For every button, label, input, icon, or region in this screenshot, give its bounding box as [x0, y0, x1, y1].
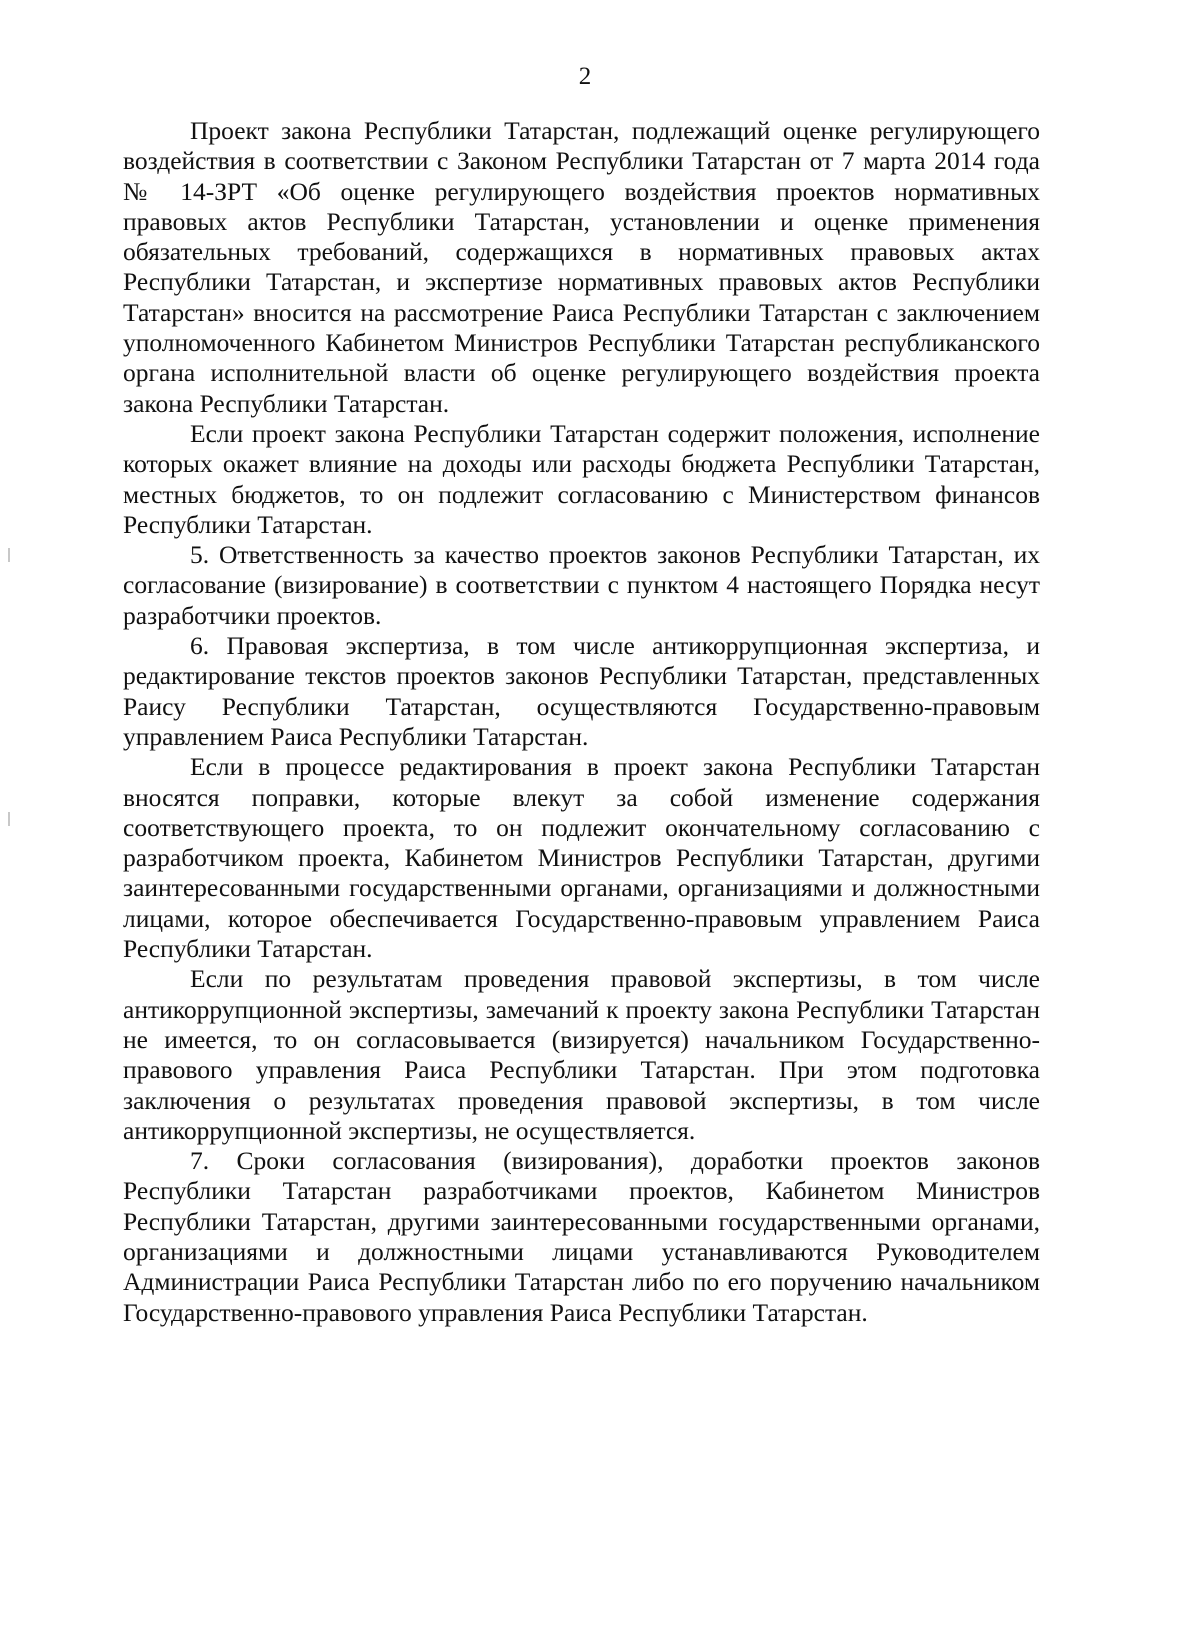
paragraph-item-6: 6. Правовая экспертиза, в том числе антикоррупционная экспертиза, и редактирование текстов проектов законов Республики Татарстан, представленных Раису Республики Татарстан, осуществляются Государственно-правовым управлением Раиса Республики Татарстан. [123, 631, 1040, 751]
scan-edge-mark [8, 548, 10, 562]
document-body [123, 116, 1040, 1328]
paragraph-budget-approval: Если проект закона Республики Татарстан содержит положения, исполнение которых окажет влияние на доходы или расходы бюджета Республики Татарстан, местных бюджетов, то он подлежит согласованию с Министерством финансов Республики Татарстан. [123, 418, 1040, 539]
paragraph-item-7: 7. Сроки согласования (визирования), доработки проектов законов Республики Татарстан разработчиками проектов, Кабинетом Министров Республики Татарстан, другими заинтересованными государственными органами, организациями и должностными лицами устанавливаются Руководителем Администрации Раиса Республики Татарстан либо по его поручению начальником Государственно-правового управления Раиса Республики Татарстан. [123, 1146, 1040, 1327]
scan-edge-mark [8, 812, 10, 826]
paragraph-item-5: 5. Ответственность за качество проектов законов Республики Татарстан, их согласование (визирование) в соответствии с пунктом 4 настоящего Порядка несут разработчики проектов. [123, 540, 1040, 630]
paragraph-regulatory-impact: Проект закона Республики Татарстан, подлежащий оценке регулирующего воздействия в соответствии с Законом Республики Татарстан от 7 марта 2014 года № 14-ЗРТ «Об оценке регулирующего воздействия проектов нормативных правовых актов Республики Татарстан, установлении и оценке применения обязательных требований, содержащихся в нормативных правовых актах Республики Татарстан, и экспертизе нормативных правовых актов Республики Татарстан» вносится на рассмотрение Раиса Республики Татарстан с заключением уполномоченного Кабинетом Министров Республики Татарстан республиканского органа исполнительной власти об оценке регулирующего воздействия проекта закона Республики Татарстан. [123, 116, 1040, 418]
page-number: 2 [578, 63, 592, 90]
paragraph-editing-amendments: Если в процессе редактирования в проект закона Республики Татарстан вносятся поправки, которые влекут за собой изменение содержания соответствующего проекта, то он подлежит окончательному согласованию с разработчиком проекта, Кабинетом Министров Республики Татарстан, другими заинтересованными государственными органами, организациями и должностными лицами, которое обеспечивается Государственно-правовым управлением Раиса Республики Татарстан. [123, 752, 1040, 964]
paragraph-legal-review-result: Если по результатам проведения правовой экспертизы, в том числе антикоррупционной экспертизы, замечаний к проекту закона Республики Татарстан не имеется, то он согласовывается (визируется) начальником Государственно-правового управления Раиса Республики Татарстан. При этом подготовка заключения о результатах проведения правовой экспертизы, в том числе антикоррупционной экспертизы, не осуществляется. [123, 964, 1040, 1145]
